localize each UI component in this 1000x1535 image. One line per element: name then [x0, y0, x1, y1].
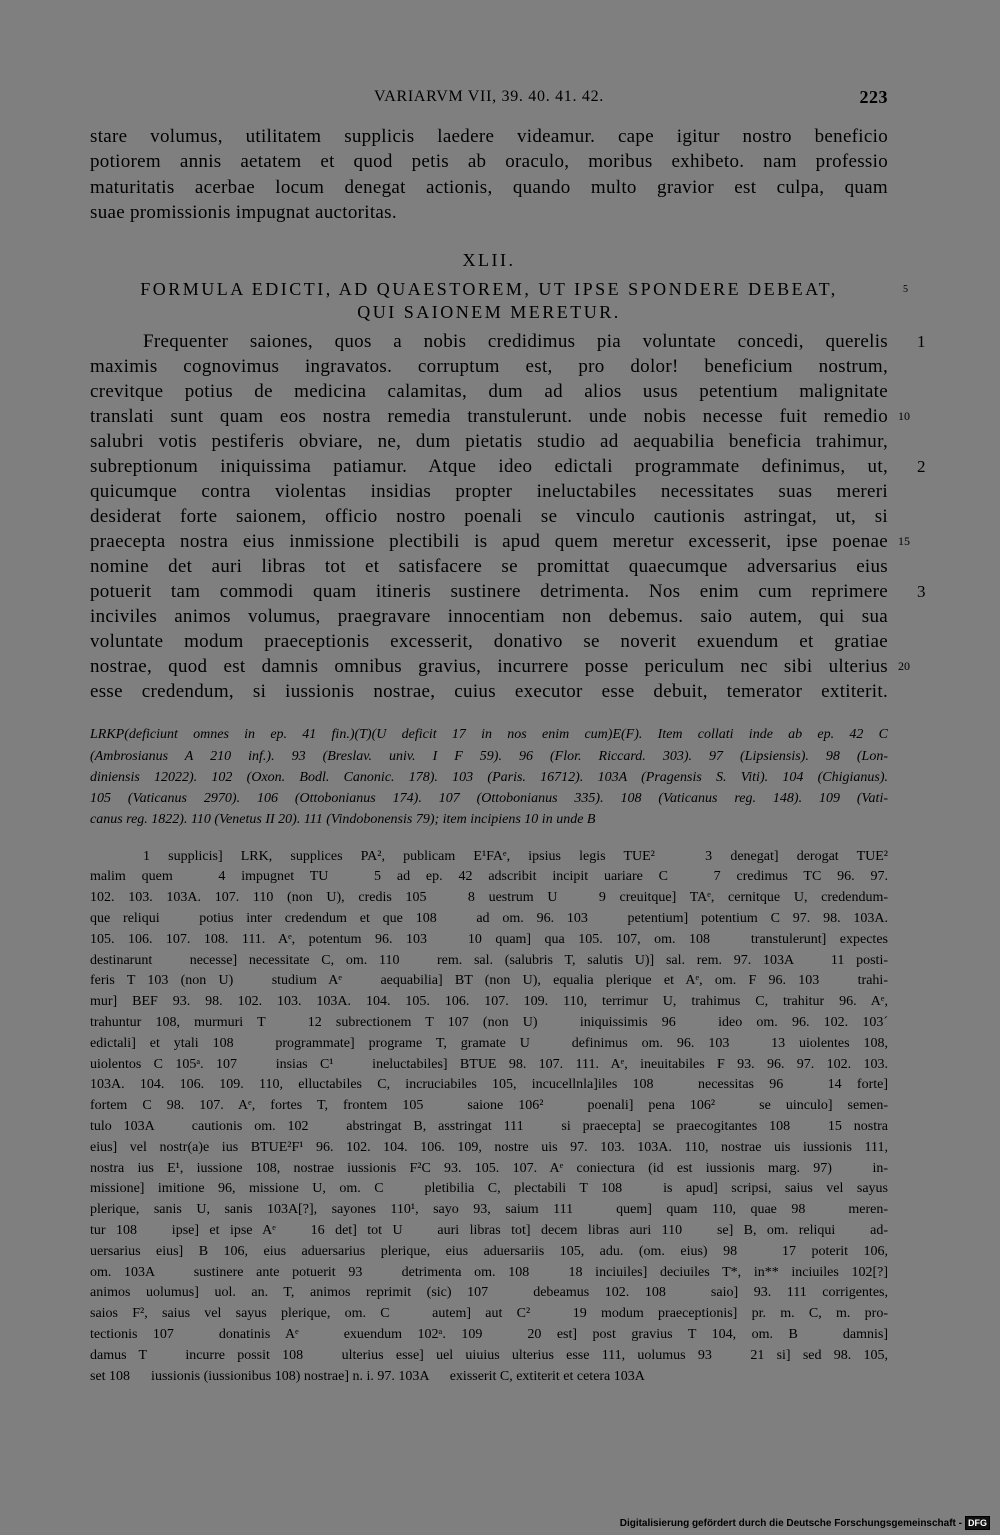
text-line: [90, 579, 926, 604]
apparatus-line: [90, 1138, 888, 1159]
text-line: [90, 529, 910, 554]
text-line: [90, 124, 888, 149]
apparatus-line: [90, 1325, 888, 1346]
apparatus-line-text: om. 103A sustinere ante potuerit 93 detrimenta om. 108 18 inciuiles] deciuiles T*, in** inciuiles 102[?]: [90, 1264, 888, 1280]
text-line: [90, 200, 888, 225]
apparatus-line: [90, 930, 888, 951]
apparatus-line-text: uersarius eius] B 106, eius aduersarius plerique, eius aduersariis 105, adu. (om. eius) 98 17 poterit 106,: [90, 1243, 888, 1259]
sigla-line: [90, 788, 888, 809]
text-line: [90, 149, 888, 174]
line-number: 10: [898, 408, 910, 423]
manuscript-sigla: [90, 724, 888, 830]
apparatus-line-text: nostra ius E¹, iussione 108, nostrae iussionis F²C 93. 105. 107. Aᵉ coniectura (id est iussionis marg. 97) in-: [90, 1160, 888, 1176]
sigla-line: [90, 767, 888, 788]
apparatus-line: [90, 1117, 888, 1138]
text-line: [90, 354, 888, 379]
apparatus-line: [90, 1179, 888, 1200]
running-head: [90, 86, 888, 108]
apparatus-line: [90, 992, 888, 1013]
sigla-line: [90, 809, 888, 830]
letter-title: [90, 278, 908, 324]
dfg-logo: DFG: [965, 1516, 990, 1530]
title-line-text: QUI SAIONEM MERETUR.: [357, 301, 621, 322]
line-number: 5: [903, 283, 908, 295]
sigla-line-text: LRKP(deficiunt omnes in ep. 41 fin.)(T)(U deficit 17 in nos enim cum)E(F). Item collati inde ab ep. 42 C: [90, 727, 888, 743]
apparatus-line: [90, 867, 888, 888]
apparatus-line-text: malim quem 4 impugnet TU 5 ad ep. 42 adscribit incipit uariare C 7 credimus TC 96. 97.: [90, 869, 888, 885]
sigla-line-text: canus reg. 1822). 110 (Venetus II 20). 111 (Vindobonensis 79); item incipiens 10 in unde B: [90, 812, 596, 828]
apparatus-line: [90, 1221, 888, 1242]
apparatus-line: [90, 1346, 888, 1367]
text-line-text: maturitatis acerbae locum denegat actionis, quando multo gravior est culpa, quam: [90, 176, 888, 198]
apparatus-line-text: edictali] et ytali 108 programmate] programe T, gramate U definimus om. 96. 103 13 uiolentes 108,: [90, 1035, 888, 1051]
line-number: 15: [898, 533, 910, 548]
title-line-text: FORMULA EDICTI, AD QUAESTOREM, UT IPSE SPONDERE DEBEAT,: [140, 278, 838, 299]
apparatus-line-text: 105. 106. 107. 108. 111. Aᵉ, potentum 96. 103 10 quam] qua 105. 107, om. 108 transtulerunt] expectes: [90, 931, 888, 947]
text-line: [90, 504, 888, 529]
section-number: 3: [917, 581, 926, 601]
text-line-text: stare volumus, utilitatem supplicis laedere videamur. cape igitur nostro beneficio: [90, 126, 888, 147]
apparatus-line-text: tulo 103A cautionis om. 102 abstringat B, asstringat 111 si praecepta] se praecogitantes 108 15 nostra: [90, 1118, 888, 1134]
apparatus-line: [90, 1200, 888, 1221]
text-line-text: potiorem annis aetatem et quod petis ab oraculo, moribus exhibeto. nam professio: [90, 151, 888, 173]
apparatus-line: [90, 971, 888, 992]
text-line: [90, 404, 910, 429]
text-line: [90, 329, 926, 354]
sigla-line: [90, 746, 888, 767]
apparatus-line: [90, 1034, 888, 1055]
apparatus-line-text: uiolentos C 105ᵃ. 107 insias C¹ ineluctabiles] BTUE 98. 107. 111. Aᵉ, ineuitabiles F 93. 96. 97. 102. 103.: [90, 1056, 888, 1072]
apparatus-line-text: destinarunt necesse] necessitate C, om. 110 rem. sal. (salubris T, salutis U)] sal. rem. 97. 103A 11 posti-: [90, 952, 888, 968]
text-line-text: nostrae, quod est damnis omnibus gravius, incurrere posse periculum nec sibi ulterius: [90, 656, 888, 678]
apparatus-line: [90, 1367, 888, 1388]
apparatus-line-text: que reliqui potius inter credendum et que 108 ad om. 96. 103 petentium] potentium C 97. 98. 103A.: [90, 910, 888, 926]
apparatus-line-text: animos uolumus] uol. an. T, animos reprimit (sic) 107 debeamus 102. 108 saio] 93. 111 corrigentes,: [90, 1285, 888, 1301]
apparatus-line: [90, 1242, 888, 1263]
apparatus-line-text: missione] imitione 96, missione U, om. C pletibilia C, plectabili T 108 is apud] scripsi, saius vel sayus: [90, 1181, 888, 1197]
apparatus-line: [90, 1013, 888, 1034]
text-line-text: quicumque contra violentas insidias propter ineluctabiles necessitates suas mereri: [90, 480, 888, 502]
apparatus-line-text: eius] vel nostr(a)e ius BTUE²F¹ 96. 102. 104. 106. 109, nostre uis 97. 103. 103A. 110, nostrae uis iussionis 111,: [90, 1139, 888, 1155]
sigla-line: [90, 724, 888, 745]
text-line-text: translati sunt quam eos nostra remedia transtulerunt. unde nobis necesse fuit remedio: [90, 405, 888, 427]
text-line-text: subreptionum iniquissima patiamur. Atque ideo edictali programmate definimus, ut,: [90, 455, 888, 477]
apparatus-line-text: tur 108 ipse] et ipse Aᵉ 16 det] tot U auri libras tot] decem libras auri 110 se] B, om. reliqui ad-: [90, 1222, 888, 1238]
critical-apparatus: [90, 847, 888, 1388]
text-line: [90, 454, 926, 479]
apparatus-line: [90, 951, 888, 972]
text-line-text: crevitque potius de medicina calamitas, dum ad alios usus petentium malignitate: [90, 380, 888, 402]
apparatus-line: [90, 1096, 888, 1117]
letter-number: XLII.: [462, 250, 516, 270]
text-line: [90, 479, 888, 504]
text-line-text: praecepta nostra eius inmissione plectibili is apud quem meretur excesserit, ipse poenae: [90, 530, 888, 552]
sigla-line-text: (Ambrosianus A 210 inf.). 93 (Breslav. univ. I F 59). 96 (Flor. Riccard. 303). 97 (Lipsiensis). 98 (Lon-: [90, 748, 888, 764]
credit-text: Digitalisierung gefördert durch die Deutsche Forschungsgemeinschaft -: [619, 1518, 962, 1529]
page-number: 223: [859, 87, 888, 107]
digitization-credit: [620, 1516, 990, 1531]
text-line-text: voluntate modum praeceptionis excesserit, donativo se noverit exuendum et gratiae: [90, 631, 888, 653]
apparatus-line-text: 103A. 104. 106. 109. 110, elluctabiles C, incruciabiles 105, incucellnla]iles 108 necessitas 96 14 forte]: [90, 1077, 888, 1093]
text-line-text: maximis cognovimus ingravatos. corruptum est, pro dolor! beneficium nostrum,: [90, 355, 888, 377]
text-line: [90, 629, 888, 654]
apparatus-line-text: set 108 iussionis (iussionibus 108) nostrae] n. i. 97. 103A exisserit C, extiterit et cetera 103A: [90, 1368, 645, 1384]
apparatus-line-text: trahuntur 108, murmuri T 12 subrectionem T 107 (non U) iniquissimis 96 ideo om. 96. 102. 103´: [90, 1014, 888, 1030]
apparatus-line-text: 1 supplicis] LRK, supplices PA², publicam E¹FAᵉ, ipsius legis TUE² 3 denegat] derogat TUE²: [143, 848, 888, 864]
title-line: [90, 278, 908, 301]
text-line: [90, 679, 888, 704]
text-line-text: inciviles animos volumus, praegravare innocentiam non debemus. saio autem, qui sua: [90, 606, 888, 628]
apparatus-line: [90, 1263, 888, 1284]
apparatus-line: [90, 847, 888, 868]
text-line: [90, 429, 888, 454]
text-line-text: esse credendum, si iussionis nostrae, cuius executor esse debuit, temerator extiterit.: [90, 681, 888, 703]
letter-text: [90, 329, 926, 705]
apparatus-line-text: saios F², saius vel sayus plerique, om. C autem] aut C² 19 modum praeceptionis] pr. m. C, m. pro-: [90, 1306, 888, 1322]
section-number: 2: [917, 456, 926, 476]
apparatus-line-text: feris T 103 (non U) studium Aᵉ aequabilia] BT (non U), equalia plerique et Aᵉ, om. F 96. 103 trahi-: [90, 973, 888, 989]
apparatus-line-text: 102. 103. 103A. 107. 110 (non U), credis 105 8 uestrum U 9 creuitque] TAᵉ, cernitque U, credendum-: [90, 890, 888, 906]
apparatus-line-text: damus T incurre possit 108 ulterius esse] uel uiuius ulterius esse 111, uolumus 93 21 si] sed 98. 105,: [90, 1347, 888, 1363]
text-line: [90, 379, 888, 404]
apparatus-line-text: fortem C 98. 107. Aᵉ, fortes T, frontem 105 saione 106² poenali] pena 106² se uinculo] semen-: [90, 1098, 888, 1114]
apparatus-line: [90, 1283, 888, 1304]
apparatus-line: [90, 1055, 888, 1076]
text-line-text: desiderat forte saionem, officio nostro poenali se vinculo cautionis astringat, ut, si: [90, 505, 888, 527]
text-line-text: salubri votis pestiferis obviare, ne, dum pietatis studio ad aequabilia beneficia trahimur,: [90, 430, 888, 452]
preceding-letter-text: [90, 124, 888, 225]
apparatus-line: [90, 1304, 888, 1325]
text-line: [90, 175, 888, 200]
apparatus-line: [90, 909, 888, 930]
text-line-text: potuerit tam commodi quam itineris sustinere detrimenta. Nos enim cum reprimere: [90, 580, 888, 602]
title-line: [90, 301, 888, 324]
text-line-text: suae promissionis impugnat auctoritas.: [90, 201, 397, 223]
sigla-line-text: diniensis 12022). 102 (Oxon. Bodl. Canonic. 178). 103 (Paris. 16712). 103A (Pragensis S. Viti). 104 (Chigianus).: [90, 769, 888, 785]
section-number: 1: [917, 331, 926, 351]
apparatus-line: [90, 1075, 888, 1096]
text-line: [90, 604, 888, 629]
apparatus-line: [90, 888, 888, 909]
sigla-line-text: 105 (Vaticanus 2970). 106 (Ottobonianus 174). 107 (Ottobonianus 335). 108 (Vaticanus reg. 148). 109 (Vati-: [90, 791, 888, 807]
text-line: [90, 554, 888, 579]
text-line-text: nomine det auri libras tot et satisfacere se promittat quaecumque adversarius eius: [90, 555, 888, 577]
apparatus-line: [90, 1159, 888, 1180]
text-line-text: Frequenter saiones, quos a nobis credidimus pia voluntate concedi, querelis: [143, 330, 888, 352]
apparatus-line-text: tectionis 107 donatinis Aᵉ exuendum 102ᵃ. 109 20 est] post gravius T 104, om. B damnis]: [90, 1326, 888, 1342]
apparatus-line-text: mur] BEF 93. 98. 102. 103. 103A. 104. 105. 106. 107. 109. 110, terrimur U, trahimus C, trahitur 96. Aᵉ,: [90, 994, 888, 1010]
running-title: VARIARVM VII, 39. 40. 41. 42.: [374, 88, 604, 105]
apparatus-line-text: plerique, sanis U, sanis 103A[?], sayones 110¹, sayo 93, saium 111 quem] quam 110, quae 98 meren-: [90, 1202, 888, 1218]
line-number: 20: [898, 659, 910, 674]
text-line: [90, 654, 910, 679]
